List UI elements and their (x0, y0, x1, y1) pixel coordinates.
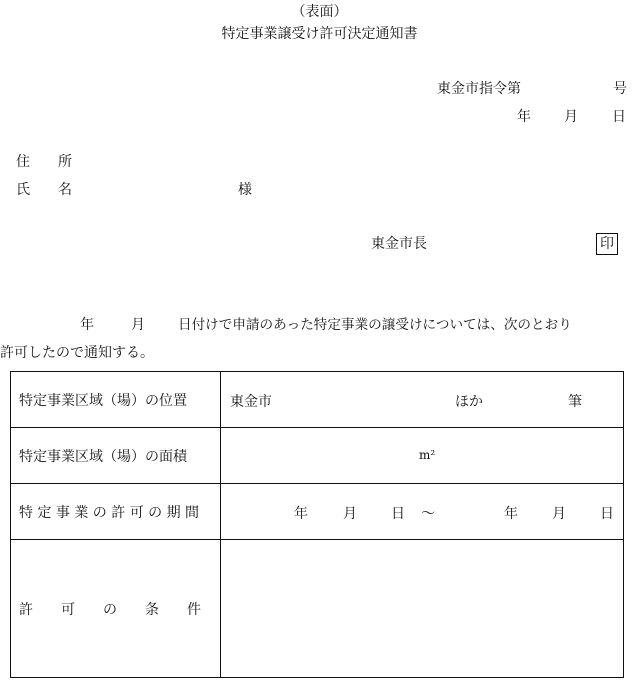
area-label: 特定事業区域（場）の面積 (11, 428, 221, 484)
period-to-year: 年 (504, 506, 518, 522)
location-parcels-unit: 筆 (568, 394, 582, 410)
location-others: ほか (455, 394, 483, 410)
honorific: 様 (238, 182, 252, 198)
seal-stamp: 印 (596, 233, 618, 255)
table-row (11, 540, 624, 678)
body-line-2: 許可したので通知する。 (0, 345, 154, 361)
table-row (11, 372, 624, 428)
location-label: 特定事業区域（場）の位置 (11, 372, 221, 428)
table-row (11, 428, 624, 484)
document-title: 特定事業譲受け許可決定通知書 (221, 26, 418, 42)
conditions-value-cell (221, 540, 624, 678)
area-value-cell (221, 428, 624, 484)
name-label: 氏 名 (16, 182, 72, 198)
reference-number-suffix: 号 (613, 81, 627, 97)
date-day-label: 日 (612, 109, 626, 125)
period-to-day: 日 (600, 506, 614, 522)
reference-number-prefix: 東金市指令第 (437, 81, 521, 97)
period-tilde: ～ (421, 506, 435, 522)
date-year-label: 年 (517, 109, 531, 125)
area-unit: m² (419, 448, 436, 462)
permit-details-table (10, 371, 624, 678)
body-year: 年 (80, 317, 94, 333)
period-from-year: 年 (294, 506, 308, 522)
period-from-day: 日 (391, 506, 405, 522)
location-city: 東金市 (230, 394, 272, 410)
location-value-cell (221, 372, 624, 428)
period-label: 特 定 事 業 の 許 可 の 期 間 (11, 484, 221, 540)
period-from-month: 月 (343, 506, 357, 522)
period-to-month: 月 (552, 506, 566, 522)
body-line-1: 日付けで申請のあった特定事業の譲受けについては、次のとおり (178, 317, 572, 333)
side-label: （表面） (291, 4, 348, 20)
table-row (11, 484, 624, 540)
body-month: 月 (131, 317, 145, 333)
address-label: 住 所 (16, 154, 72, 170)
date-month-label: 月 (564, 109, 578, 125)
conditions-label: 許 可 の 条 件 (11, 540, 221, 678)
period-value-cell (221, 484, 624, 540)
issuer-title: 東金市長 (371, 236, 427, 252)
